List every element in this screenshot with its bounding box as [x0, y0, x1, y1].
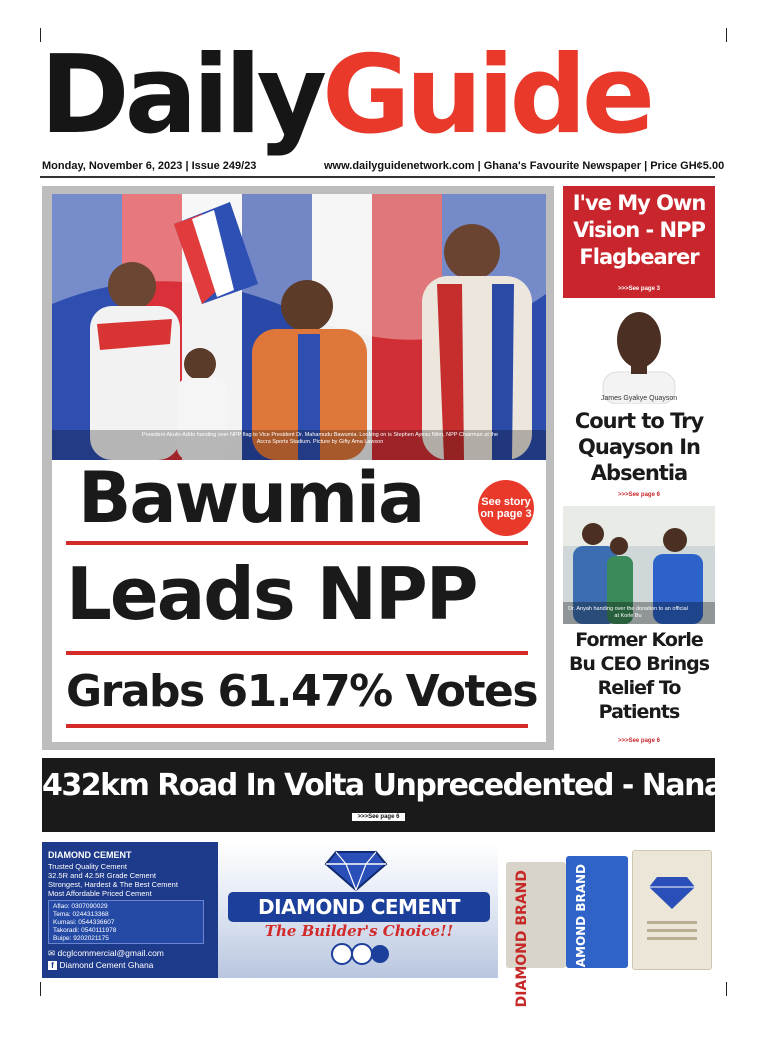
- side-story-box[interactable]: [563, 186, 715, 298]
- cement-bag: [632, 850, 712, 970]
- headline-line-1: Bawumia: [78, 457, 424, 539]
- ad-facebook-text: Diamond Cement Ghana: [59, 960, 154, 970]
- subheadline: Grabs 61.47% Votes: [66, 666, 538, 717]
- ad-facebook: [48, 960, 153, 970]
- crop-mark: [726, 982, 727, 996]
- lead-photo-illustration: [52, 194, 546, 460]
- ad-contacts: [48, 900, 204, 944]
- ad-brand: DIAMOND CEMENT: [48, 850, 132, 860]
- crop-mark: [726, 28, 727, 42]
- email-icon: ✉: [48, 948, 58, 958]
- see-page-link[interactable]: >>>See page 6: [618, 492, 660, 498]
- banner-story[interactable]: [42, 758, 723, 832]
- portrait-caption: James Gyakye Quayson: [600, 395, 678, 402]
- diamond-icon: [324, 850, 388, 892]
- masthead-rule: [40, 176, 715, 178]
- ad-tagline: The Builder's Choice!!: [264, 922, 454, 940]
- info-line: www.dailyguidenetwork.com | Ghana's Favourite Newspaper | Price GH¢5.00: [324, 160, 725, 172]
- side-story-title: Former Korle Bu CEO Brings Relief To Patients: [568, 629, 710, 723]
- side-story-title: I've My Own Vision - NPP Flagbearer: [572, 191, 706, 269]
- ad-feature-line: Trusted Quality Cement: [48, 862, 127, 871]
- ad-features: [48, 862, 178, 898]
- masthead-guide: Guide: [321, 33, 651, 158]
- ad-feature-line: Strongest, Hardest & The Best Cement: [48, 880, 178, 889]
- ad-contact: Buipe: 9202021175: [53, 935, 109, 942]
- ad-email-text: dcglcommercial@gmail.com: [57, 948, 164, 958]
- dateline: Monday, November 6, 2023 | Issue 249/23: [42, 160, 257, 172]
- crop-mark: [40, 982, 41, 996]
- lead-photo: [52, 194, 546, 460]
- see-page-link-text: >>>See page 6: [352, 813, 406, 821]
- ad-contact: Takoradi: 0540111978: [53, 927, 117, 934]
- see-page-link[interactable]: [42, 814, 715, 820]
- cement-bag: [506, 862, 566, 1008]
- ad-email: [48, 948, 164, 959]
- masthead-daily: Daily: [40, 33, 322, 158]
- lead-photo-caption: President Akufo-Addo handing over NPP flag to Vice President Dr. Mahamudu Bawumia. Looking on is Stephen Ayesu Ntim, NPP Chairman at the Accra Sports Stadium. Picture by Gifty Ama Lawson: [141, 432, 499, 445]
- portrait-illustration: [563, 302, 715, 404]
- headline-rule: [66, 724, 528, 728]
- ad-feature-line: Most Affordable Priced Cement: [48, 889, 152, 898]
- headline-rule: [66, 541, 528, 545]
- diamond-icon: [633, 851, 711, 969]
- see-page-link[interactable]: >>>See page 3: [618, 286, 660, 292]
- cement-bag-label: DIAMOND BRAND: [514, 870, 530, 1008]
- donation-photo-caption: Dr. Anyah handing over the donation to an official at Korle Bu: [568, 606, 688, 619]
- see-page-link[interactable]: >>>See page 6: [618, 738, 660, 744]
- see-story-badge-text: See story on page 3: [480, 496, 532, 520]
- cement-bag: [566, 856, 628, 1050]
- cement-bag-label: SAVANNA DIAMOND BRAND: [574, 864, 588, 1050]
- ad-contact: Kumasi: 0544336607: [53, 919, 115, 926]
- ad-feature-line: 32.5R and 42.5R Grade Cement: [48, 871, 156, 880]
- certification-icons: [330, 942, 390, 966]
- banner-headline: 432km Road In Volta Unprecedented - Nana: [42, 768, 723, 803]
- masthead-logo: [40, 33, 720, 158]
- ad-contact: Tema: 0244313368: [53, 911, 109, 918]
- headline-rule: [66, 651, 528, 655]
- ad-logo-text: DIAMOND CEMENT: [228, 892, 490, 922]
- portrait-photo: [563, 302, 715, 404]
- headline-line-2: Leads NPP: [66, 552, 477, 636]
- see-story-badge[interactable]: [478, 480, 534, 536]
- facebook-icon: f: [48, 961, 57, 970]
- ad-contact: Aflao: 0307090029: [53, 903, 108, 910]
- side-story-title: Court to Try Quayson In Absentia: [574, 409, 704, 485]
